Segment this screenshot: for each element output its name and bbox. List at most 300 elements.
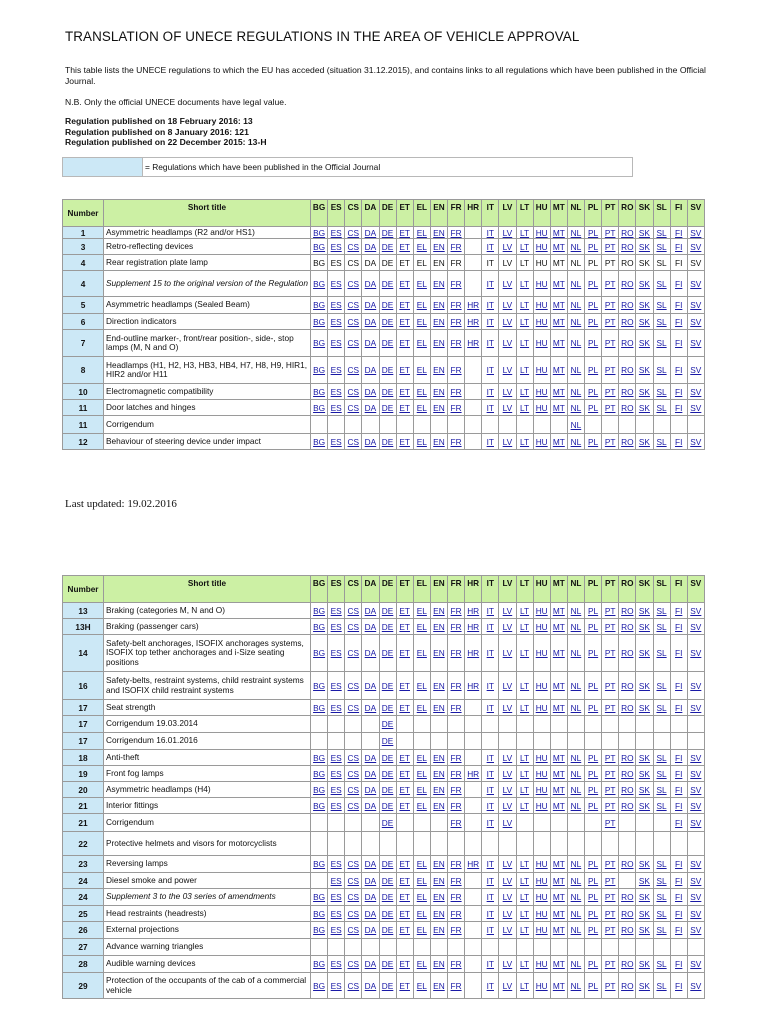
lang-link-hu[interactable]: HU [535, 386, 548, 397]
lang-cell[interactable] [430, 603, 447, 619]
lang-link-fi[interactable]: FI [675, 241, 683, 252]
lang-cell[interactable] [585, 434, 602, 450]
lang-cell[interactable] [482, 619, 499, 635]
lang-cell[interactable] [430, 357, 447, 384]
lang-link-ro[interactable]: RO [621, 859, 634, 869]
lang-link-cs[interactable]: CS [347, 859, 360, 869]
lang-cell[interactable] [311, 619, 328, 635]
lang-cell[interactable] [670, 603, 687, 619]
lang-cell[interactable] [602, 271, 619, 297]
lang-link-mt[interactable]: MT [552, 241, 565, 252]
lang-link-pt[interactable]: PT [604, 365, 616, 375]
lang-link-fi[interactable]: FI [675, 338, 683, 348]
lang-cell[interactable] [619, 922, 636, 939]
lang-link-lt[interactable]: LT [520, 925, 530, 935]
lang-cell[interactable] [585, 227, 602, 239]
lang-cell[interactable] [482, 330, 499, 357]
lang-cell[interactable] [482, 357, 499, 384]
lang-cell[interactable] [585, 856, 602, 873]
lang-link-et[interactable]: ET [399, 702, 410, 713]
lang-link-mt[interactable]: MT [552, 980, 565, 991]
lang-cell[interactable] [602, 239, 619, 255]
lang-cell[interactable] [396, 922, 413, 939]
lang-cell[interactable] [311, 357, 328, 384]
lang-cell[interactable] [567, 227, 584, 239]
lang-link-fr[interactable]: FR [450, 817, 462, 828]
lang-cell[interactable] [636, 619, 653, 635]
lang-cell[interactable] [516, 798, 533, 814]
lang-link-da[interactable]: DA [364, 316, 377, 327]
lang-cell[interactable] [619, 330, 636, 357]
lang-cell[interactable] [516, 782, 533, 798]
lang-link-sl[interactable]: SL [656, 436, 667, 447]
lang-cell[interactable] [465, 672, 482, 700]
lang-cell[interactable] [396, 700, 413, 716]
lang-link-pt[interactable]: PT [604, 768, 616, 779]
lang-link-el[interactable]: EL [416, 402, 427, 413]
lang-cell[interactable] [345, 782, 362, 798]
lang-cell[interactable] [653, 330, 670, 357]
lang-link-mt[interactable]: MT [552, 959, 565, 969]
lang-cell[interactable] [362, 239, 379, 255]
lang-cell[interactable] [636, 227, 653, 239]
lang-cell[interactable] [636, 330, 653, 357]
lang-cell[interactable] [670, 956, 687, 973]
lang-cell[interactable] [499, 798, 516, 814]
lang-cell[interactable] [448, 973, 465, 999]
lang-cell[interactable] [636, 603, 653, 619]
lang-link-sk[interactable]: SK [638, 980, 650, 991]
lang-link-cs[interactable]: CS [347, 402, 360, 413]
lang-link-fi[interactable]: FI [675, 800, 683, 811]
lang-cell[interactable] [636, 956, 653, 973]
lang-link-lv[interactable]: LV [502, 959, 513, 969]
lang-link-bg[interactable]: BG [313, 605, 326, 616]
lang-link-fi[interactable]: FI [675, 316, 683, 327]
lang-cell[interactable] [602, 956, 619, 973]
lang-link-it[interactable]: IT [486, 702, 494, 713]
lang-link-et[interactable]: ET [399, 959, 410, 969]
lang-link-el[interactable]: EL [416, 892, 427, 902]
lang-link-sv[interactable]: SV [690, 908, 702, 919]
lang-link-mt[interactable]: MT [552, 300, 565, 310]
lang-link-fi[interactable]: FI [675, 768, 683, 779]
lang-cell[interactable] [670, 619, 687, 635]
lang-cell[interactable] [482, 239, 499, 255]
lang-link-sl[interactable]: SL [656, 680, 667, 691]
lang-cell[interactable] [687, 314, 704, 330]
lang-link-it[interactable]: IT [486, 365, 494, 375]
lang-cell[interactable] [328, 922, 345, 939]
lang-cell[interactable] [653, 227, 670, 239]
lang-link-da[interactable]: DA [364, 908, 377, 919]
lang-link-et[interactable]: ET [399, 859, 410, 869]
lang-cell[interactable] [636, 297, 653, 314]
lang-cell[interactable] [619, 766, 636, 782]
lang-cell[interactable] [533, 750, 550, 766]
lang-cell[interactable] [687, 922, 704, 939]
lang-link-nl[interactable]: NL [570, 784, 582, 795]
lang-cell[interactable] [482, 400, 499, 416]
lang-cell[interactable] [379, 750, 396, 766]
lang-link-es[interactable]: ES [330, 680, 342, 691]
lang-link-pl[interactable]: PL [587, 402, 599, 413]
lang-link-da[interactable]: DA [364, 365, 377, 375]
lang-link-en[interactable]: EN [433, 241, 445, 252]
lang-link-lv[interactable]: LV [502, 648, 513, 658]
lang-link-fr[interactable]: FR [450, 338, 462, 348]
lang-cell[interactable] [430, 889, 447, 906]
lang-cell[interactable] [362, 297, 379, 314]
lang-link-pt[interactable]: PT [604, 605, 616, 616]
lang-cell[interactable] [311, 239, 328, 255]
lang-link-es[interactable]: ES [330, 784, 342, 795]
lang-cell[interactable] [550, 619, 567, 635]
lang-link-el[interactable]: EL [416, 300, 427, 310]
lang-cell[interactable] [396, 956, 413, 973]
lang-link-fr[interactable]: FR [450, 386, 462, 397]
lang-cell[interactable] [345, 271, 362, 297]
lang-cell[interactable] [362, 856, 379, 873]
lang-link-es[interactable]: ES [330, 768, 342, 779]
lang-link-en[interactable]: EN [433, 316, 445, 327]
lang-cell[interactable] [687, 873, 704, 889]
lang-link-fi[interactable]: FI [675, 365, 683, 375]
lang-cell[interactable] [379, 672, 396, 700]
lang-link-nl[interactable]: NL [570, 875, 582, 886]
lang-link-de[interactable]: DE [381, 702, 394, 713]
lang-cell[interactable] [499, 672, 516, 700]
lang-link-et[interactable]: ET [399, 365, 410, 375]
lang-link-es[interactable]: ES [330, 859, 342, 869]
lang-link-el[interactable]: EL [416, 365, 427, 375]
lang-cell[interactable] [482, 798, 499, 814]
lang-cell[interactable] [311, 766, 328, 782]
lang-link-sl[interactable]: SL [656, 648, 667, 658]
lang-cell[interactable] [567, 672, 584, 700]
lang-cell[interactable] [448, 906, 465, 922]
lang-cell[interactable] [533, 635, 550, 672]
lang-cell[interactable] [379, 782, 396, 798]
lang-link-de[interactable]: DE [381, 241, 394, 252]
lang-cell[interactable] [448, 603, 465, 619]
lang-link-cs[interactable]: CS [347, 621, 360, 632]
lang-cell[interactable] [396, 782, 413, 798]
lang-cell[interactable] [311, 297, 328, 314]
lang-link-da[interactable]: DA [364, 300, 377, 310]
lang-cell[interactable] [636, 239, 653, 255]
lang-link-hu[interactable]: HU [535, 925, 548, 935]
lang-cell[interactable] [653, 700, 670, 716]
lang-cell[interactable] [567, 889, 584, 906]
lang-cell[interactable] [430, 750, 447, 766]
lang-link-et[interactable]: ET [399, 386, 410, 397]
lang-link-cs[interactable]: CS [347, 892, 360, 902]
lang-cell[interactable] [328, 635, 345, 672]
lang-link-sl[interactable]: SL [656, 365, 667, 375]
lang-cell[interactable] [379, 716, 396, 733]
lang-link-el[interactable]: EL [416, 800, 427, 811]
lang-cell[interactable] [499, 700, 516, 716]
lang-cell[interactable] [448, 330, 465, 357]
lang-link-pl[interactable]: PL [587, 365, 599, 375]
lang-cell[interactable] [448, 619, 465, 635]
lang-link-pl[interactable]: PL [587, 980, 599, 991]
lang-link-it[interactable]: IT [486, 959, 494, 969]
lang-cell[interactable] [687, 384, 704, 400]
lang-link-pl[interactable]: PL [587, 768, 599, 779]
lang-link-lt[interactable]: LT [520, 316, 530, 327]
lang-link-sk[interactable]: SK [638, 227, 650, 238]
lang-cell[interactable] [396, 227, 413, 239]
lang-cell[interactable] [516, 271, 533, 297]
lang-link-de[interactable]: DE [381, 365, 394, 375]
lang-link-it[interactable]: IT [486, 648, 494, 658]
lang-link-bg[interactable]: BG [313, 648, 326, 658]
lang-cell[interactable] [550, 271, 567, 297]
lang-link-sk[interactable]: SK [638, 859, 650, 869]
lang-cell[interactable] [619, 635, 636, 672]
lang-cell[interactable] [670, 672, 687, 700]
lang-cell[interactable] [670, 357, 687, 384]
lang-link-de[interactable]: DE [381, 386, 394, 397]
lang-link-et[interactable]: ET [399, 768, 410, 779]
lang-link-en[interactable]: EN [433, 859, 445, 869]
lang-link-hu[interactable]: HU [535, 800, 548, 811]
lang-cell[interactable] [602, 856, 619, 873]
lang-cell[interactable] [465, 603, 482, 619]
lang-cell[interactable] [430, 271, 447, 297]
lang-cell[interactable] [567, 314, 584, 330]
lang-link-fi[interactable]: FI [675, 680, 683, 691]
lang-cell[interactable] [430, 434, 447, 450]
lang-link-sv[interactable]: SV [690, 875, 702, 886]
lang-link-sk[interactable]: SK [638, 800, 650, 811]
lang-cell[interactable] [345, 314, 362, 330]
lang-cell[interactable] [516, 973, 533, 999]
lang-cell[interactable] [602, 922, 619, 939]
lang-link-nl[interactable]: NL [570, 980, 582, 991]
lang-cell[interactable] [636, 856, 653, 873]
lang-cell[interactable] [345, 400, 362, 416]
lang-cell[interactable] [499, 271, 516, 297]
lang-cell[interactable] [602, 619, 619, 635]
lang-cell[interactable] [396, 750, 413, 766]
lang-cell[interactable] [653, 856, 670, 873]
lang-link-nl[interactable]: NL [570, 402, 582, 413]
lang-cell[interactable] [567, 700, 584, 716]
lang-link-el[interactable]: EL [416, 752, 427, 763]
lang-cell[interactable] [687, 400, 704, 416]
lang-cell[interactable] [448, 672, 465, 700]
lang-link-fr[interactable]: FR [450, 316, 462, 327]
lang-cell[interactable] [533, 956, 550, 973]
lang-link-lt[interactable]: LT [520, 875, 530, 886]
lang-cell[interactable] [413, 271, 430, 297]
lang-cell[interactable] [602, 357, 619, 384]
lang-link-lt[interactable]: LT [520, 908, 530, 919]
lang-link-sk[interactable]: SK [638, 300, 650, 310]
lang-link-mt[interactable]: MT [552, 680, 565, 691]
lang-cell[interactable] [379, 856, 396, 873]
lang-link-bg[interactable]: BG [313, 300, 326, 310]
lang-link-es[interactable]: ES [330, 402, 342, 413]
lang-link-hu[interactable]: HU [535, 908, 548, 919]
lang-cell[interactable] [619, 434, 636, 450]
lang-link-es[interactable]: ES [330, 752, 342, 763]
lang-cell[interactable] [345, 239, 362, 255]
lang-link-pt[interactable]: PT [604, 800, 616, 811]
lang-link-nl[interactable]: NL [570, 680, 582, 691]
lang-link-en[interactable]: EN [433, 800, 445, 811]
lang-link-sv[interactable]: SV [690, 365, 702, 375]
lang-link-es[interactable]: ES [330, 386, 342, 397]
lang-link-fi[interactable]: FI [675, 784, 683, 795]
lang-link-sl[interactable]: SL [656, 605, 667, 616]
lang-cell[interactable] [499, 889, 516, 906]
lang-link-sv[interactable]: SV [690, 980, 702, 991]
lang-cell[interactable] [328, 271, 345, 297]
lang-cell[interactable] [448, 357, 465, 384]
lang-cell[interactable] [653, 314, 670, 330]
lang-cell[interactable] [687, 297, 704, 314]
lang-cell[interactable] [516, 906, 533, 922]
lang-cell[interactable] [396, 239, 413, 255]
lang-link-da[interactable]: DA [364, 680, 377, 691]
lang-cell[interactable] [585, 314, 602, 330]
lang-link-sk[interactable]: SK [638, 892, 650, 902]
lang-cell[interactable] [362, 619, 379, 635]
lang-cell[interactable] [550, 922, 567, 939]
lang-cell[interactable] [619, 856, 636, 873]
lang-cell[interactable] [619, 314, 636, 330]
lang-link-fr[interactable]: FR [450, 278, 462, 289]
lang-link-et[interactable]: ET [399, 316, 410, 327]
lang-link-sk[interactable]: SK [638, 365, 650, 375]
lang-link-pl[interactable]: PL [587, 680, 599, 691]
lang-cell[interactable] [687, 330, 704, 357]
lang-cell[interactable] [413, 750, 430, 766]
lang-link-sv[interactable]: SV [690, 621, 702, 632]
lang-cell[interactable] [345, 297, 362, 314]
lang-link-sv[interactable]: SV [690, 316, 702, 327]
lang-cell[interactable] [413, 357, 430, 384]
lang-link-es[interactable]: ES [330, 621, 342, 632]
lang-link-lv[interactable]: LV [502, 892, 513, 902]
lang-link-en[interactable]: EN [433, 702, 445, 713]
lang-link-lv[interactable]: LV [502, 605, 513, 616]
lang-cell[interactable] [550, 956, 567, 973]
lang-cell[interactable] [328, 906, 345, 922]
lang-cell[interactable] [413, 906, 430, 922]
lang-cell[interactable] [636, 873, 653, 889]
lang-cell[interactable] [550, 384, 567, 400]
lang-link-et[interactable]: ET [399, 402, 410, 413]
lang-link-el[interactable]: EL [416, 316, 427, 327]
lang-cell[interactable] [311, 434, 328, 450]
lang-cell[interactable] [567, 635, 584, 672]
lang-link-sl[interactable]: SL [656, 784, 667, 795]
lang-cell[interactable] [653, 889, 670, 906]
lang-link-nl[interactable]: NL [570, 908, 582, 919]
lang-link-en[interactable]: EN [433, 752, 445, 763]
lang-link-fi[interactable]: FI [675, 702, 683, 713]
lang-cell[interactable] [516, 889, 533, 906]
lang-link-sk[interactable]: SK [638, 959, 650, 969]
lang-cell[interactable] [482, 384, 499, 400]
lang-cell[interactable] [602, 700, 619, 716]
lang-link-bg[interactable]: BG [313, 859, 326, 869]
lang-cell[interactable] [396, 330, 413, 357]
lang-link-de[interactable]: DE [381, 892, 394, 902]
lang-cell[interactable] [345, 889, 362, 906]
lang-cell[interactable] [328, 750, 345, 766]
lang-link-sv[interactable]: SV [690, 702, 702, 713]
lang-link-ro[interactable]: RO [621, 752, 634, 763]
lang-link-pl[interactable]: PL [587, 752, 599, 763]
lang-cell[interactable] [379, 814, 396, 832]
lang-link-pl[interactable]: PL [587, 648, 599, 658]
lang-cell[interactable] [482, 873, 499, 889]
lang-link-sl[interactable]: SL [656, 752, 667, 763]
lang-cell[interactable] [653, 619, 670, 635]
lang-cell[interactable] [533, 782, 550, 798]
lang-link-lt[interactable]: LT [520, 386, 530, 397]
lang-link-hr[interactable]: HR [467, 768, 480, 779]
lang-link-mt[interactable]: MT [552, 621, 565, 632]
lang-link-nl[interactable]: NL [570, 859, 582, 869]
lang-link-hu[interactable]: HU [535, 316, 548, 327]
lang-cell[interactable] [482, 922, 499, 939]
lang-link-cs[interactable]: CS [347, 959, 360, 969]
lang-link-el[interactable]: EL [416, 241, 427, 252]
lang-cell[interactable] [670, 434, 687, 450]
lang-cell[interactable] [499, 314, 516, 330]
lang-cell[interactable] [653, 873, 670, 889]
lang-cell[interactable] [328, 239, 345, 255]
lang-cell[interactable] [516, 434, 533, 450]
lang-cell[interactable] [516, 314, 533, 330]
lang-cell[interactable] [379, 766, 396, 782]
lang-link-lt[interactable]: LT [520, 702, 530, 713]
lang-link-nl[interactable]: NL [570, 227, 582, 238]
lang-cell[interactable] [430, 227, 447, 239]
lang-link-ro[interactable]: RO [621, 908, 634, 919]
lang-cell[interactable] [585, 330, 602, 357]
lang-cell[interactable] [567, 873, 584, 889]
lang-link-cs[interactable]: CS [347, 784, 360, 795]
lang-cell[interactable] [670, 889, 687, 906]
lang-cell[interactable] [379, 271, 396, 297]
lang-link-pl[interactable]: PL [587, 925, 599, 935]
lang-cell[interactable] [430, 330, 447, 357]
lang-cell[interactable] [670, 384, 687, 400]
lang-link-lt[interactable]: LT [520, 241, 530, 252]
lang-link-pl[interactable]: PL [587, 241, 599, 252]
lang-cell[interactable] [345, 619, 362, 635]
lang-link-hu[interactable]: HU [535, 784, 548, 795]
lang-link-fi[interactable]: FI [675, 817, 683, 828]
lang-cell[interactable] [430, 672, 447, 700]
lang-link-lv[interactable]: LV [502, 980, 513, 991]
lang-cell[interactable] [602, 635, 619, 672]
lang-cell[interactable] [567, 973, 584, 999]
lang-link-fr[interactable]: FR [450, 227, 462, 238]
lang-link-sk[interactable]: SK [638, 680, 650, 691]
lang-cell[interactable] [362, 603, 379, 619]
lang-cell[interactable] [499, 330, 516, 357]
lang-cell[interactable] [499, 603, 516, 619]
